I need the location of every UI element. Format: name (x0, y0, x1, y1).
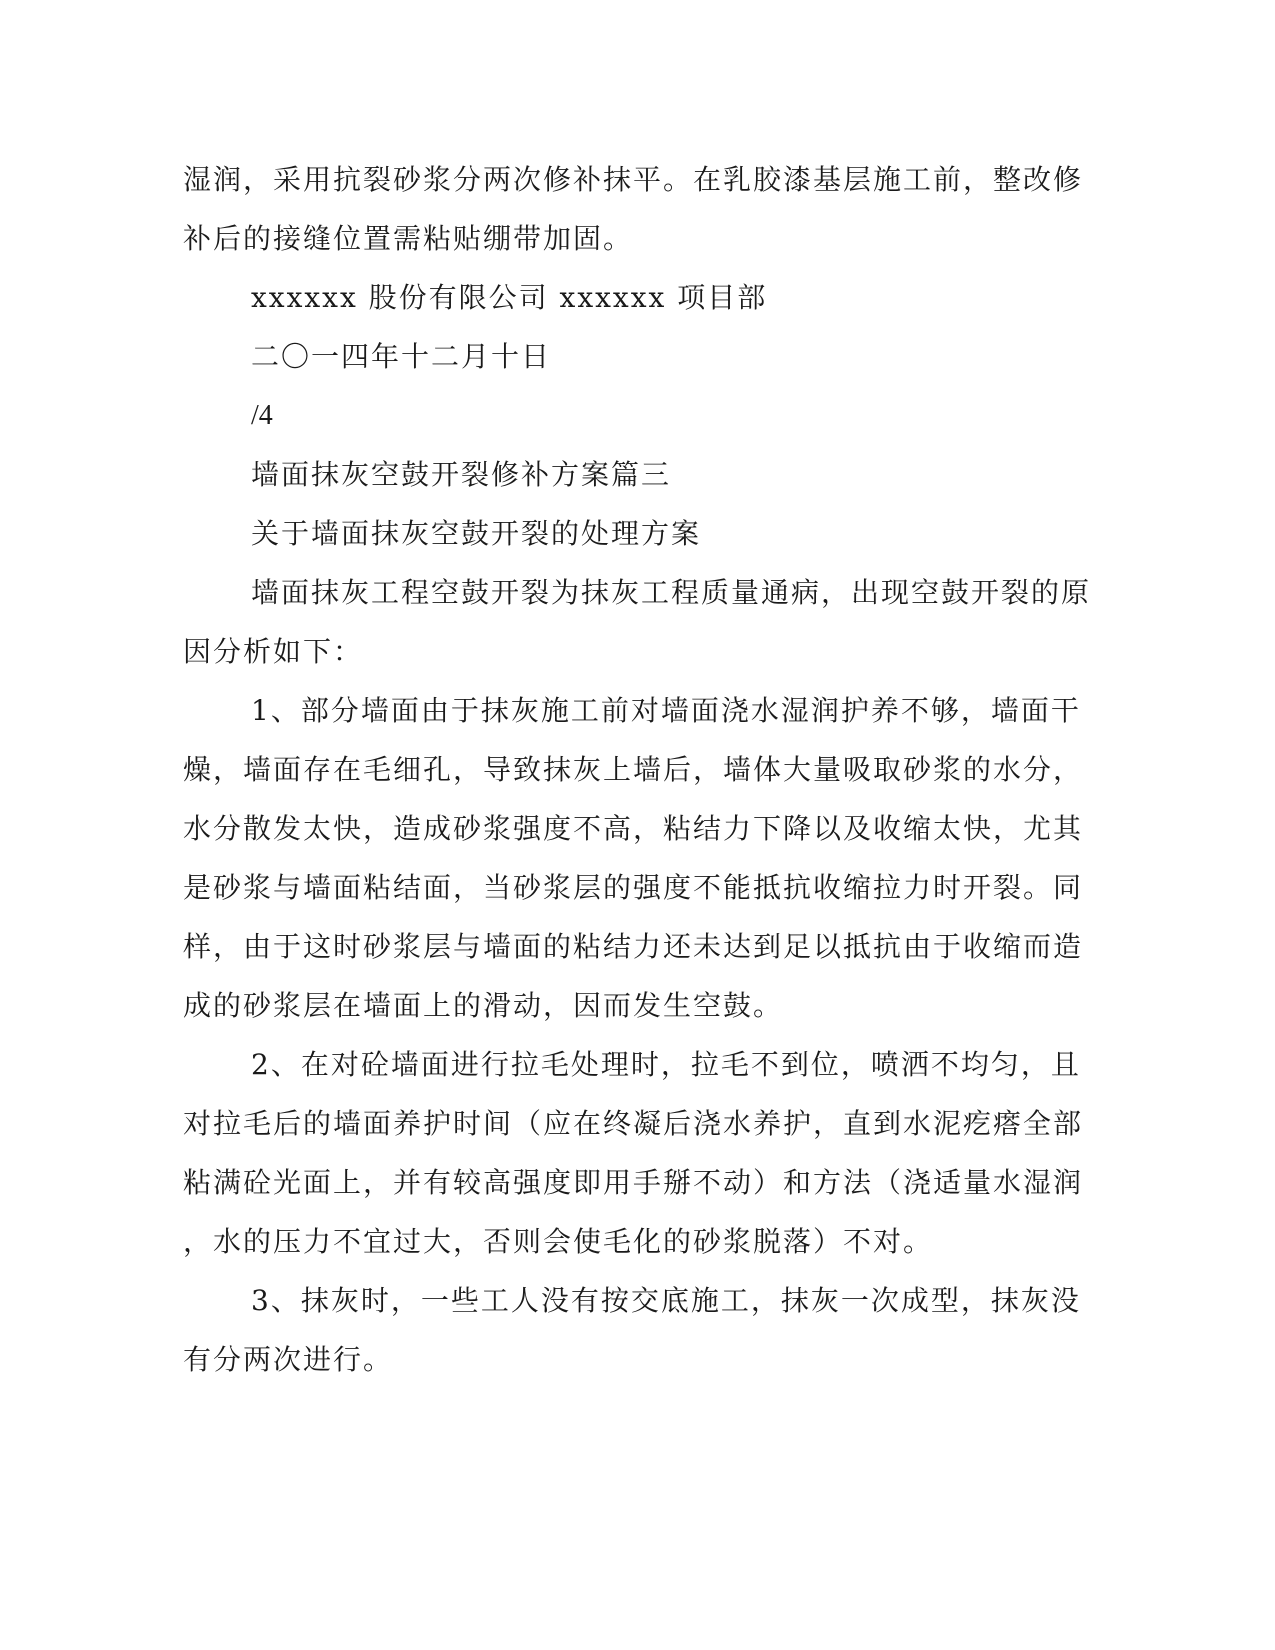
document-title: 关于墙面抹灰空鼓开裂的处理方案 (251, 517, 702, 550)
list-item-1-line: 水分散发太快，造成砂浆强度不高，粘结力下降以及收缩太快，尤其 (183, 812, 1084, 845)
list-item-1-line: 成的砂浆层在墙面上的滑动，因而发生空鼓。 (183, 989, 784, 1022)
list-item-2-line: 粘满砼光面上，并有较高强度即用手掰不动）和方法（浇适量水湿润 (183, 1166, 1084, 1199)
list-item-1-line: 燥，墙面存在毛细孔，导致抹灰上墙后，墙体大量吸取砂浆的水分， (183, 753, 1084, 786)
company-signature: xxxxxx 股份有限公司 xxxxxx 项目部 (251, 281, 768, 314)
list-item-1-line: 1、部分墙面由于抹灰施工前对墙面浇水湿润护养不够，墙面干 (251, 694, 1081, 727)
list-item-3-line: 3、抹灰时，一些工人没有按交底施工，抹灰一次成型，抹灰没 (251, 1284, 1081, 1317)
list-item-2-line: 对拉毛后的墙面养护时间（应在终凝后浇水养护，直到水泥疙瘩全部 (183, 1107, 1084, 1140)
paragraph-line: 湿润，采用抗裂砂浆分两次修补抹平。在乳胶漆基层施工前，整改修 (183, 163, 1084, 196)
paragraph-line: 补后的接缝位置需粘贴绷带加固。 (183, 222, 634, 255)
list-item-3-line: 有分两次进行。 (183, 1343, 394, 1376)
signature-date: 二〇一四年十二月十日 (251, 340, 552, 373)
list-item-2-line: 2、在对砼墙面进行拉毛处理时，拉毛不到位，喷洒不均匀，且 (251, 1048, 1081, 1081)
paragraph-line: 墙面抹灰工程空鼓开裂为抹灰工程质量通病，出现空鼓开裂的原 (251, 576, 1092, 609)
document-body (183, 150, 1092, 1389)
section-heading: 墙面抹灰空鼓开裂修补方案篇三 (251, 458, 672, 491)
paragraph-line: 因分析如下： (183, 635, 364, 668)
list-item-2-line: ，水的压力不宜过大，否则会使毛化的砂浆脱落）不对。 (183, 1225, 934, 1258)
page-number: /4 (251, 400, 273, 431)
list-item-1-line: 是砂浆与墙面粘结面，当砂浆层的强度不能抵抗收缩拉力时开裂。同 (183, 871, 1084, 904)
list-item-1-line: 样，由于这时砂浆层与墙面的粘结力还未达到足以抵抗由于收缩而造 (183, 930, 1084, 963)
